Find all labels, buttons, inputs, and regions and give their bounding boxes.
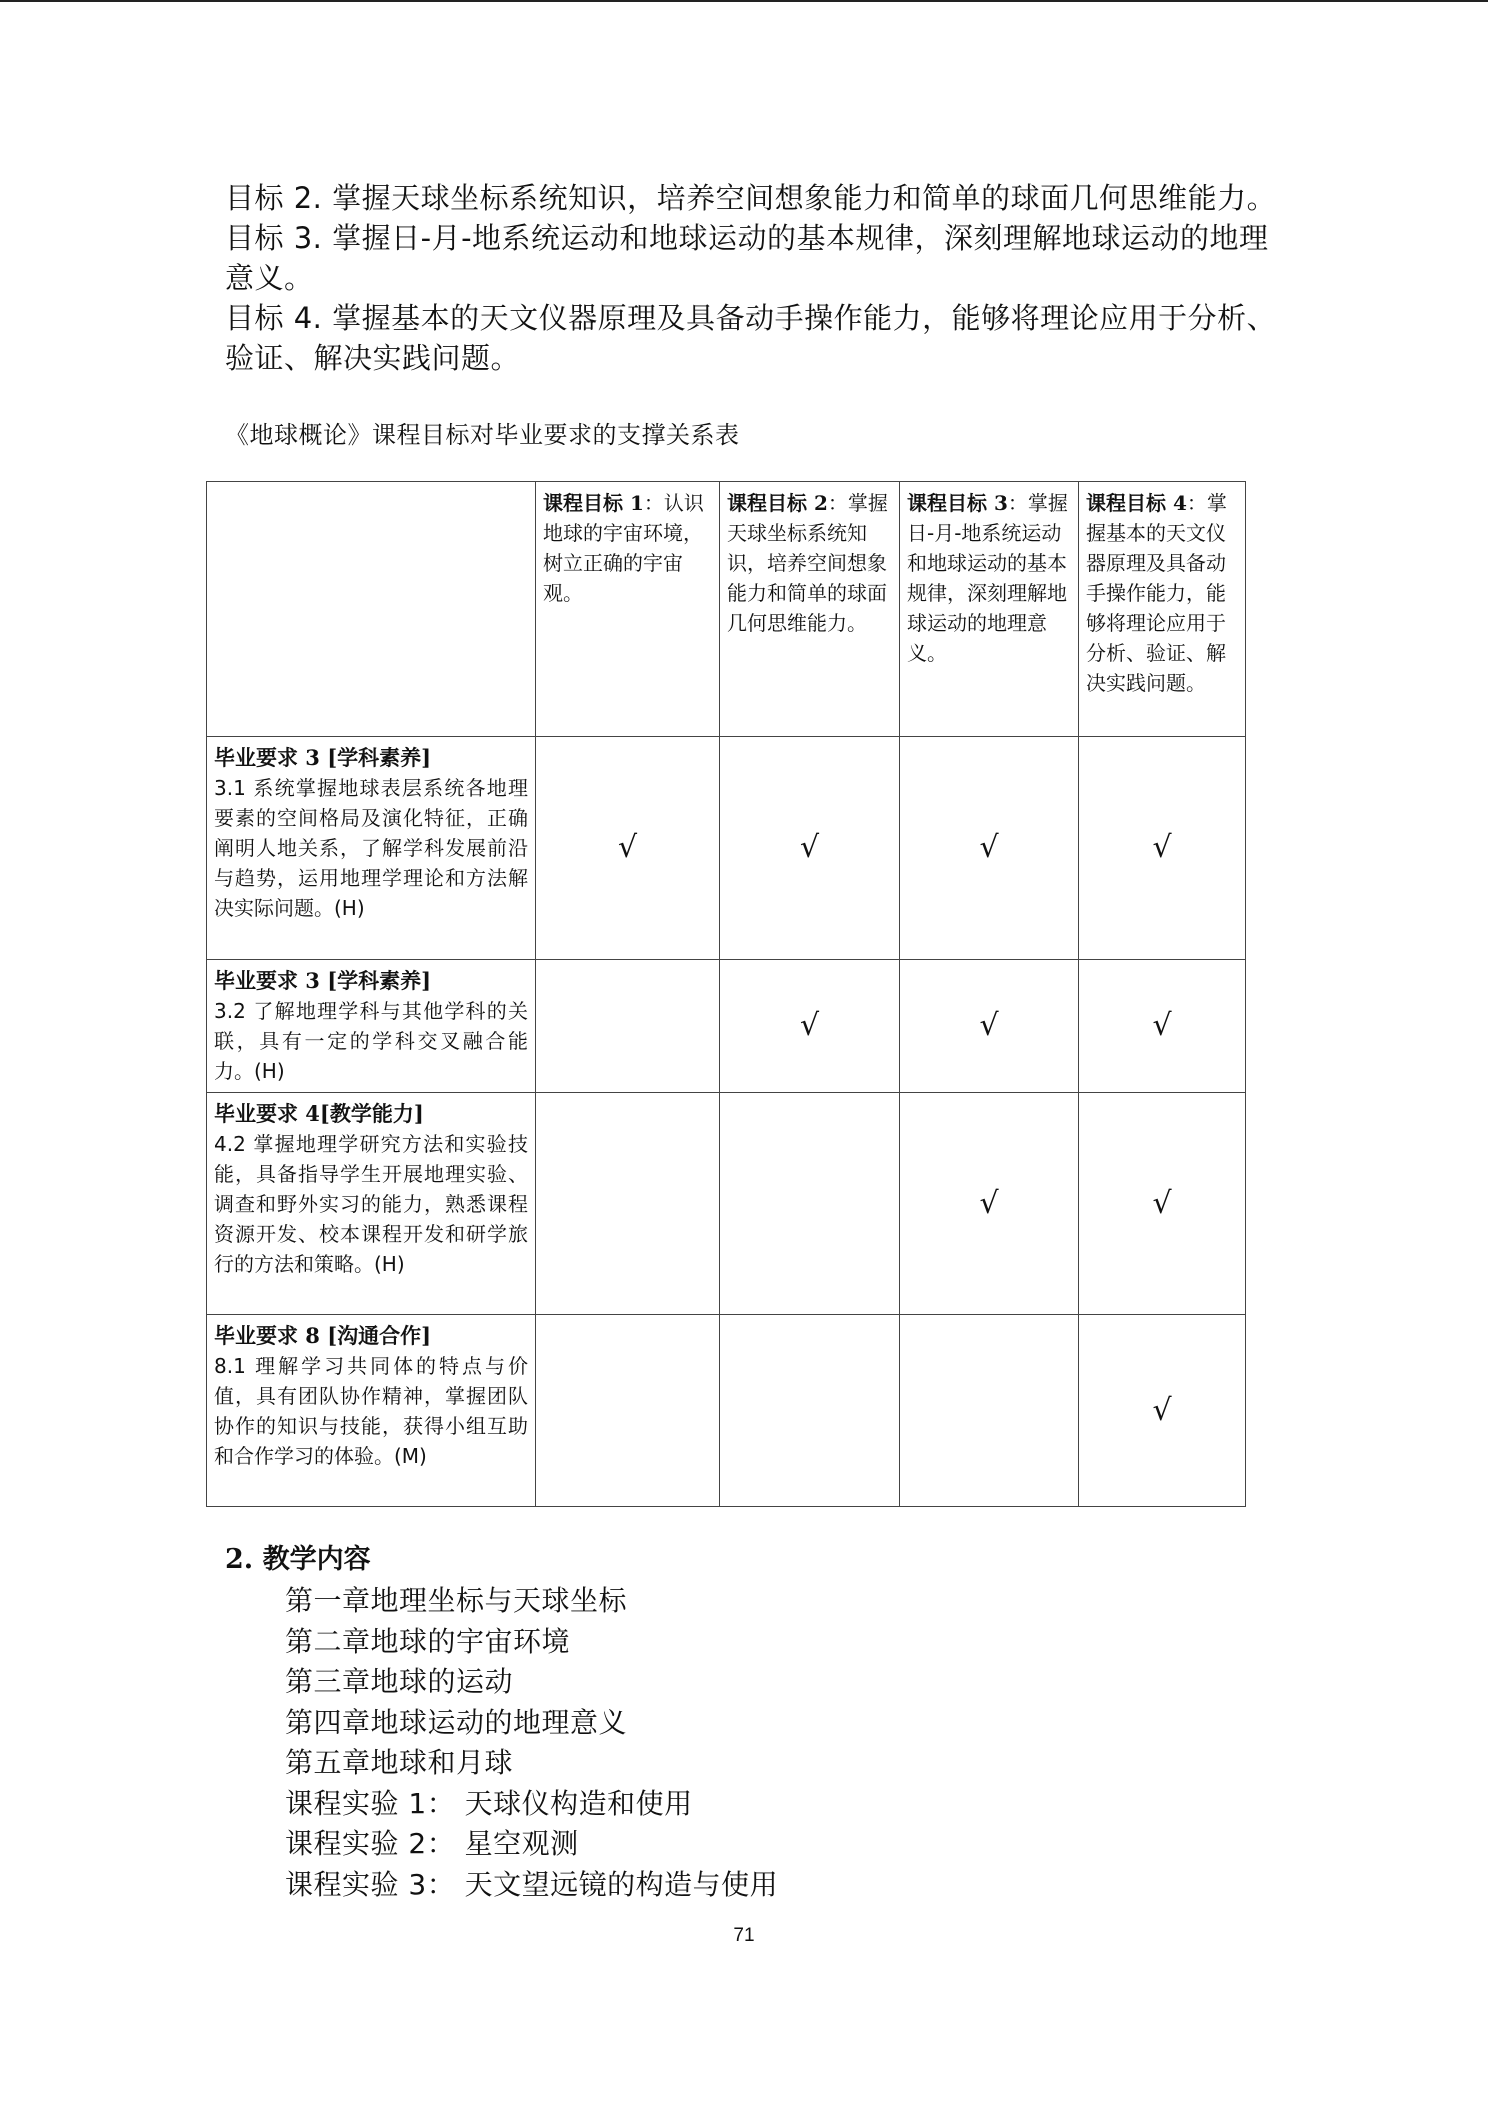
goal-title: 课程目标 3	[907, 491, 1008, 515]
check-mark: √	[900, 960, 1079, 1093]
check-mark: √	[1079, 1315, 1246, 1507]
check-mark	[900, 1315, 1079, 1507]
check-mark: √	[1079, 1093, 1246, 1315]
page-top-border	[0, 0, 1488, 2]
goal-title: 课程目标 4	[1086, 491, 1187, 515]
header-goal-2	[720, 482, 900, 737]
table-row	[207, 1093, 1246, 1315]
teaching-contents-list	[285, 1581, 778, 1905]
support-relationship-table	[206, 481, 1246, 1507]
list-item: 第二章地球的宇宙环境	[285, 1624, 571, 1658]
requirement-title: 毕业要求 8 [沟通合作]	[214, 1323, 432, 1348]
goal-text: ：掌握日-月-地系统运动和地球运动的基本规律，深刻理解地球运动的地理意义。	[907, 491, 1068, 665]
requirement-cell	[207, 1093, 536, 1315]
goal-text: ：掌握天球坐标系统知识，培养空间想象能力和简单的球面几何思维能力。	[727, 491, 888, 635]
check-mark: √	[1079, 737, 1246, 960]
check-mark	[720, 1315, 900, 1507]
table-row	[207, 1315, 1246, 1507]
check-mark	[536, 960, 720, 1093]
check-mark	[720, 1093, 900, 1315]
list-item: 课程实验 1： 天球仪构造和使用	[285, 1786, 693, 1820]
requirement-desc: 4.2 掌握地理学研究方法和实验技能，具备指导学生开展地理实验、调查和野外实习的能力，熟悉课程资源开发、校本课程开发和研学旅行的方法和策略。(H)	[214, 1132, 528, 1276]
list-item: 课程实验 3： 天文望远镜的构造与使用	[285, 1867, 779, 1901]
check-mark: √	[900, 1093, 1079, 1315]
requirement-desc: 3.1 系统掌握地球表层系统各地理要素的空间格局及演化特征，正确阐明人地关系，了解学科发展前沿与趋势，运用地理学理论和方法解决实际问题。(H)	[214, 776, 528, 920]
check-mark: √	[720, 960, 900, 1093]
header-goal-3	[900, 482, 1079, 737]
table-caption: 《地球概论》课程目标对毕业要求的支撑关系表	[225, 421, 740, 449]
table-row	[207, 960, 1246, 1093]
check-mark	[536, 1093, 720, 1315]
requirement-cell	[207, 737, 536, 960]
requirement-desc: 8.1 理解学习共同体的特点与价值，具有团队协作精神，掌握团队协作的知识与技能，获得小组互助和合作学习的体验。(M)	[214, 1354, 528, 1468]
course-objectives	[225, 178, 1285, 378]
page-number: 71	[733, 1925, 755, 1946]
header-empty-cell	[207, 482, 536, 737]
check-mark: √	[900, 737, 1079, 960]
list-item: 课程实验 2： 星空观测	[285, 1827, 579, 1860]
table-header-row	[207, 482, 1246, 737]
goal-text: ：认识地球的宇宙环境，树立正确的宇宙观。	[543, 491, 704, 605]
requirement-title: 毕业要求 3 [学科素养]	[214, 968, 432, 993]
requirement-cell	[207, 960, 536, 1093]
requirement-title: 毕业要求 4[教学能力]	[214, 1101, 424, 1126]
requirement-title: 毕业要求 3 [学科素养]	[214, 745, 432, 770]
objective-3: 目标 3. 掌握日-月-地系统运动和地球运动的基本规律，深刻理解地球运动的地理意义。	[225, 221, 1269, 295]
check-mark: √	[536, 737, 720, 960]
list-item: 第五章地球和月球	[285, 1746, 514, 1779]
list-item: 第一章地理坐标与天球坐标	[285, 1584, 628, 1617]
requirement-cell	[207, 1315, 536, 1507]
list-item: 第四章地球运动的地理意义	[285, 1705, 628, 1739]
header-goal-4	[1079, 482, 1246, 737]
table-row	[207, 737, 1246, 960]
header-goal-1	[536, 482, 720, 737]
objective-4: 目标 4. 掌握基本的天文仪器原理及具备动手操作能力，能够将理论应用于分析、验证、解决实践问题。	[225, 301, 1277, 375]
goal-title: 课程目标 2	[727, 491, 828, 515]
objective-2: 目标 2. 掌握天球坐标系统知识，培养空间想象能力和简单的球面几何思维能力。	[225, 181, 1277, 215]
goal-text: ：掌握基本的天文仪器原理及具备动手操作能力，能够将理论应用于分析、验证、解决实践问题。	[1086, 491, 1227, 695]
goal-title: 课程目标 1	[543, 491, 644, 515]
check-mark: √	[720, 737, 900, 960]
section-heading: 2. 教学内容	[225, 1544, 371, 1575]
requirement-desc: 3.2 了解地理学科与其他学科的关联，具有一定的学科交叉融合能力。(H)	[214, 999, 528, 1083]
list-item: 第三章地球的运动	[285, 1665, 514, 1698]
check-mark	[536, 1315, 720, 1507]
check-mark: √	[1079, 960, 1246, 1093]
